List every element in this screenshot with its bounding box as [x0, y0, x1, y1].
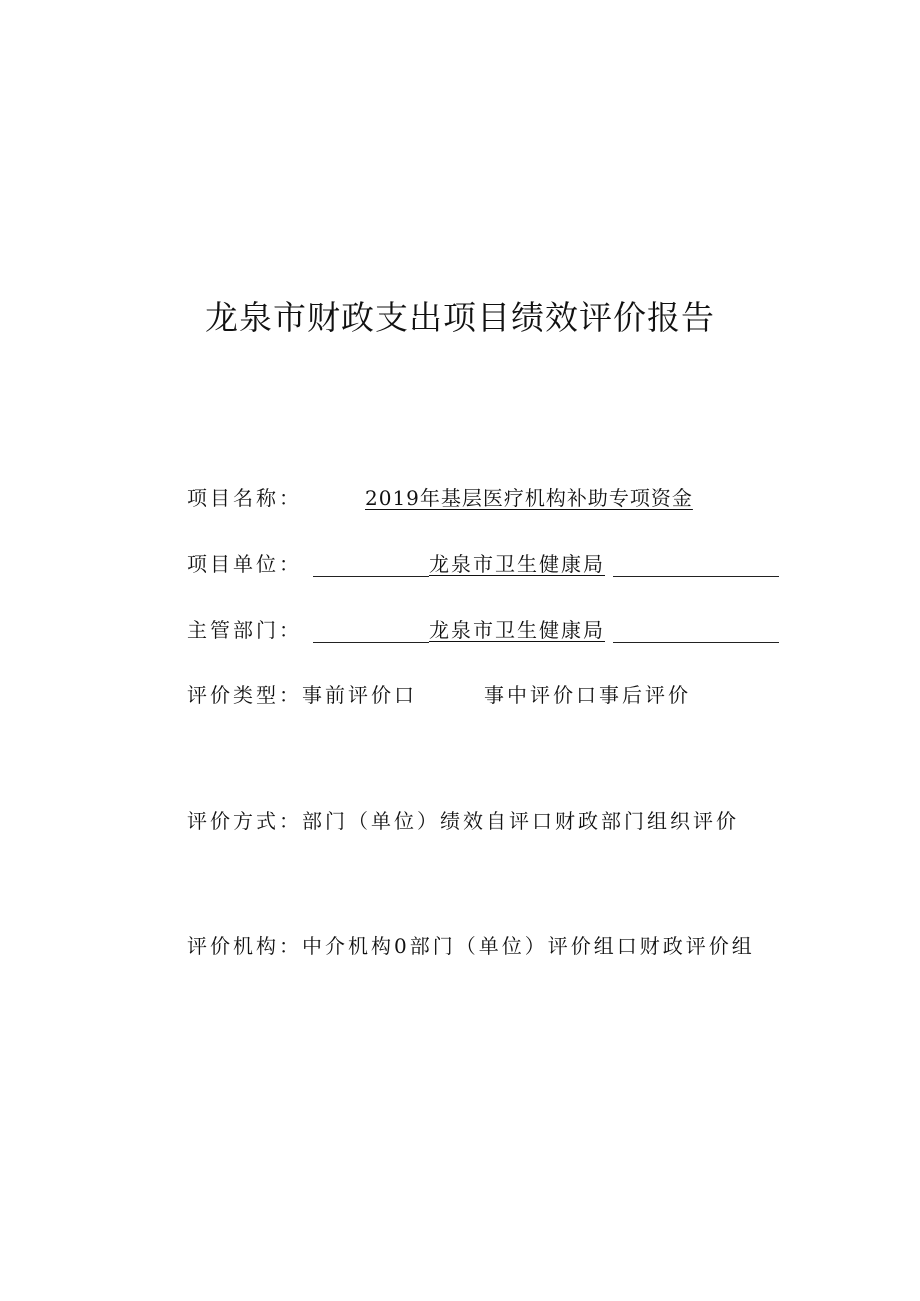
project-name-label: 项目名称： — [187, 486, 302, 510]
evaluation-type-row — [187, 679, 691, 711]
evaluation-method-label: 评价方式： — [187, 809, 302, 833]
evaluation-type-option-a: 事前评价口 — [302, 683, 417, 707]
project-unit-value: 龙泉市卫生健康局 — [429, 552, 605, 576]
supervising-dept-row — [187, 614, 605, 646]
evaluation-method-row — [187, 805, 739, 837]
supervising-dept-value: 龙泉市卫生健康局 — [429, 618, 605, 642]
evaluation-org-options: 中介机构0部门（单位）评价组口财政评价组 — [302, 934, 755, 958]
project-unit-row — [187, 548, 605, 580]
supervising-dept-label: 主管部门： — [187, 618, 302, 642]
underline-blank-right — [613, 614, 779, 643]
underline-blank-right — [613, 548, 779, 577]
evaluation-type-option-b: 事中评价口事后评价 — [484, 683, 691, 707]
evaluation-type-label: 评价类型： — [187, 683, 302, 707]
evaluation-org-row — [187, 930, 755, 962]
underline-blank-left — [313, 614, 429, 643]
project-name-value: 2019年基层医疗机构补助专项资金 — [365, 486, 693, 510]
underline-blank-left — [313, 548, 429, 577]
document-title: 龙泉市财政支出项目绩效评价报告 — [205, 298, 715, 337]
evaluation-org-label: 评价机构： — [187, 934, 302, 958]
project-name-row — [187, 482, 693, 514]
evaluation-method-options: 部门（单位）绩效自评口财政部门组织评价 — [302, 809, 739, 833]
project-unit-label: 项目单位： — [187, 552, 302, 576]
